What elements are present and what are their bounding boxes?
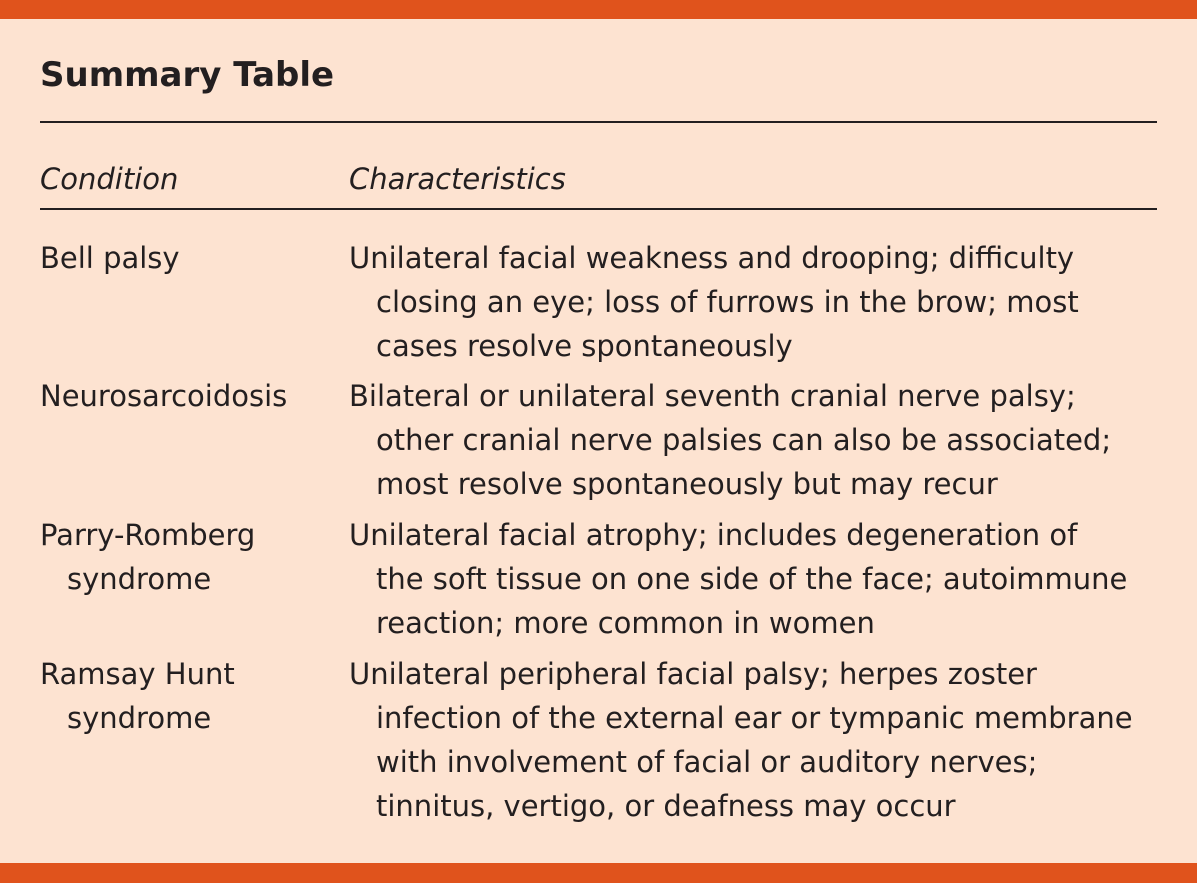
- column-header-condition: Condition: [40, 162, 179, 196]
- table-title: Summary Table: [40, 55, 335, 95]
- characteristics-line: reaction; more common in women: [376, 606, 875, 640]
- condition-cell-ramsay-hunt: [40, 652, 235, 740]
- header-divider: [40, 208, 1157, 210]
- condition-cell-bell-palsy: [40, 236, 180, 280]
- characteristics-line: Unilateral facial weakness and drooping; difficulty: [349, 241, 1075, 275]
- characteristics-line: tinnitus, vertigo, or deafness may occur: [376, 789, 956, 823]
- characteristics-line: cases resolve spontaneously: [376, 329, 793, 363]
- condition-cell-neurosarcoidosis: [40, 374, 287, 418]
- characteristics-line: most resolve spontaneously but may recur: [376, 467, 998, 501]
- condition-line: Bell palsy: [40, 241, 180, 275]
- characteristics-line: other cranial nerve palsies can also be associated;: [376, 423, 1112, 457]
- characteristics-cell-ramsay-hunt: [349, 652, 1133, 828]
- condition-line: syndrome: [67, 562, 212, 596]
- bottom-accent-bar: [0, 863, 1197, 883]
- characteristics-cell-neurosarcoidosis: [349, 374, 1111, 506]
- characteristics-cell-parry-romberg: [349, 513, 1127, 645]
- condition-line: Neurosarcoidosis: [40, 379, 288, 413]
- condition-line: Parry-Romberg: [40, 518, 256, 552]
- characteristics-line: infection of the external ear or tympanic membrane: [376, 701, 1133, 735]
- characteristics-line: Unilateral facial atrophy; includes degeneration of: [349, 518, 1078, 552]
- top-accent-bar: [0, 0, 1197, 19]
- title-divider: [40, 121, 1157, 123]
- condition-line: Ramsay Hunt: [40, 657, 235, 691]
- condition-cell-parry-romberg: [40, 513, 255, 601]
- condition-line: syndrome: [67, 701, 212, 735]
- characteristics-line: the soft tissue on one side of the face; autoimmune: [376, 562, 1128, 596]
- characteristics-line: closing an eye; loss of furrows in the brow; most: [376, 285, 1079, 319]
- characteristics-line: with involvement of facial or auditory nerves;: [376, 745, 1038, 779]
- column-header-characteristics: Characteristics: [349, 162, 566, 196]
- characteristics-cell-bell-palsy: [349, 236, 1079, 368]
- characteristics-line: Bilateral or unilateral seventh cranial nerve palsy;: [349, 379, 1076, 413]
- characteristics-line: Unilateral peripheral facial palsy; herpes zoster: [349, 657, 1037, 691]
